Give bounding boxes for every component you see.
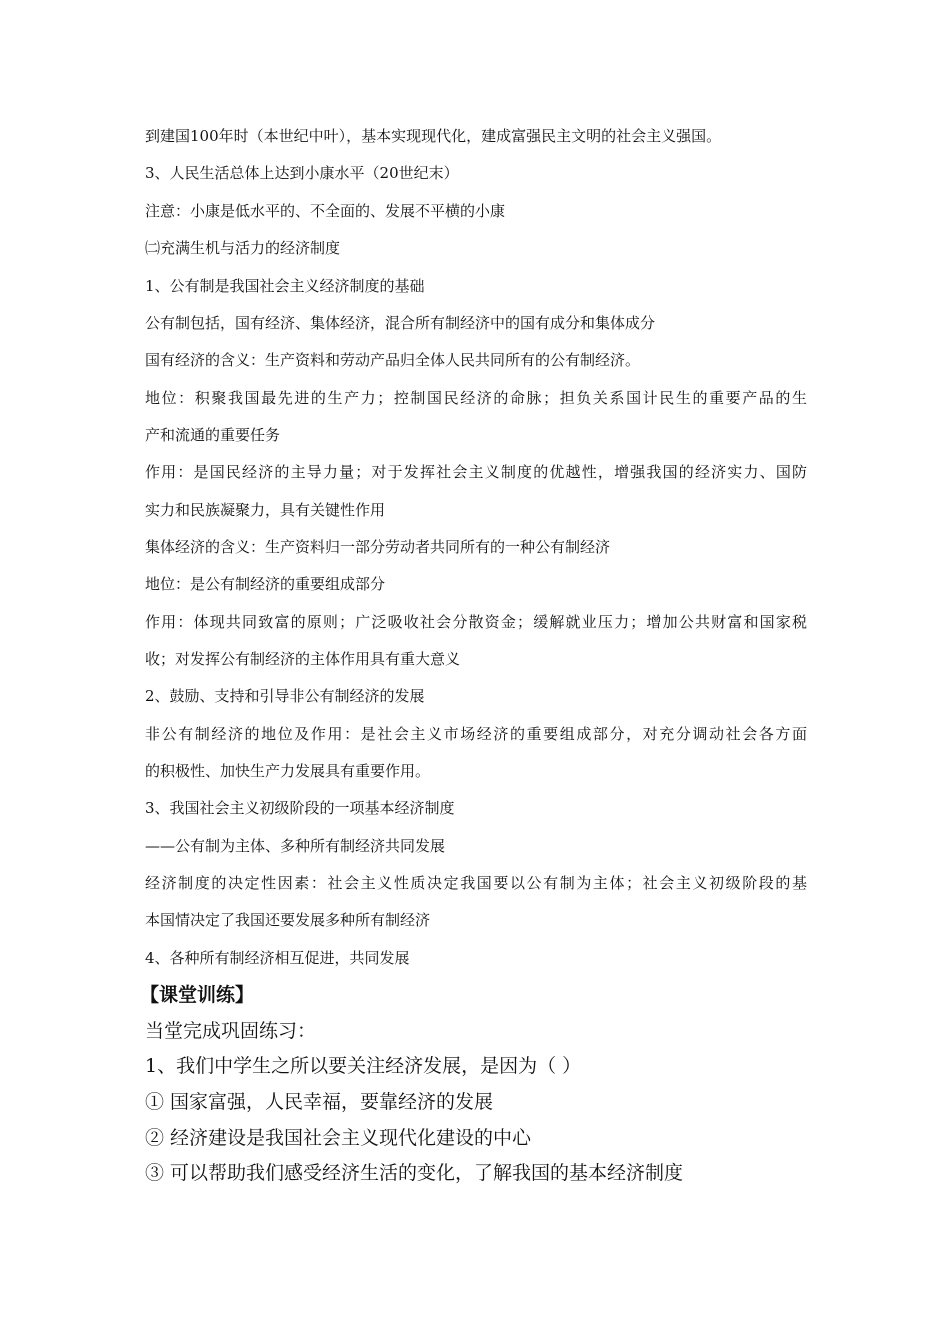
text-line: 收；对发挥公有制经济的主体作用具有重大意义 <box>145 650 461 668</box>
text-line: 国有经济的含义：生产资料和劳动产品归全体人民共同所有的公有制经济。 <box>145 351 641 369</box>
text-line: 集体经济的含义：生产资料归一部分劳动者共同所有的一种公有制经济 <box>145 538 611 556</box>
text-line: 2、鼓励、支持和引导非公有制经济的发展 <box>145 687 425 705</box>
text-line: 产和流通的重要任务 <box>145 426 281 444</box>
text-line: 3、人民生活总体上达到小康水平（20世纪末） <box>145 164 459 182</box>
exercise-intro: 当堂完成巩固练习： <box>145 1020 317 1042</box>
option-3: ③ 可以帮助我们感受经济生活的变化，了解我国的基本经济制度 <box>145 1162 684 1184</box>
text-line: 本国情决定了我国还要发展多种所有制经济 <box>145 911 431 929</box>
text-line: 注意：小康是低水平的、不全面的、发展不平横的小康 <box>145 202 506 220</box>
option-1: ① 国家富强，人民幸福，要靠经济的发展 <box>145 1091 494 1113</box>
text-line: 非公有制经济的地位及作用：是社会主义市场经济的重要组成部分，对充分调动社会各方面 <box>145 725 807 743</box>
text-line: 地位：积聚我国最先进的生产力；控制国民经济的命脉；担负关系国计民生的重要产品的生 <box>145 389 807 407</box>
text-line: 的积极性、加快生产力发展具有重要作用。 <box>145 762 431 780</box>
text-line: 实力和民族凝聚力，具有关键性作用 <box>145 501 386 519</box>
text-line: 作用：体现共同致富的原则；广泛吸收社会分散资金；缓解就业压力；增加公共财富和国家税 <box>145 613 807 631</box>
text-line: ㈡充满生机与活力的经济制度 <box>145 239 341 257</box>
text-line: 地位：是公有制经济的重要组成部分 <box>145 575 386 593</box>
text-line: ——公有制为主体、多种所有制经济共同发展 <box>145 837 446 855</box>
section-heading: 【课堂训练】 <box>140 984 255 1006</box>
text-line: 1、公有制是我国社会主义经济制度的基础 <box>145 277 425 295</box>
text-line: 经济制度的决定性因素：社会主义性质决定我国要以公有制为主体；社会主义初级阶段的基 <box>145 874 807 892</box>
option-2: ② 经济建设是我国社会主义现代化建设的中心 <box>145 1127 532 1149</box>
text-line: 4、各种所有制经济相互促进，共同发展 <box>145 949 410 967</box>
text-line: 作用：是国民经济的主导力量；对于发挥社会主义制度的优越性，增强我国的经济实力、国防 <box>145 463 807 481</box>
text-line: 公有制包括，国有经济、集体经济，混合所有制经济中的国有成分和集体成分 <box>145 314 656 332</box>
text-line: 3、我国社会主义初级阶段的一项基本经济制度 <box>145 799 455 817</box>
text-line: 到建国100年时（本世纪中叶），基本实现现代化，建成富强民主文明的社会主义强国。 <box>145 127 722 145</box>
question-text: 1、我们中学生之所以要关注经济发展，是因为（ ） <box>145 1055 582 1077</box>
